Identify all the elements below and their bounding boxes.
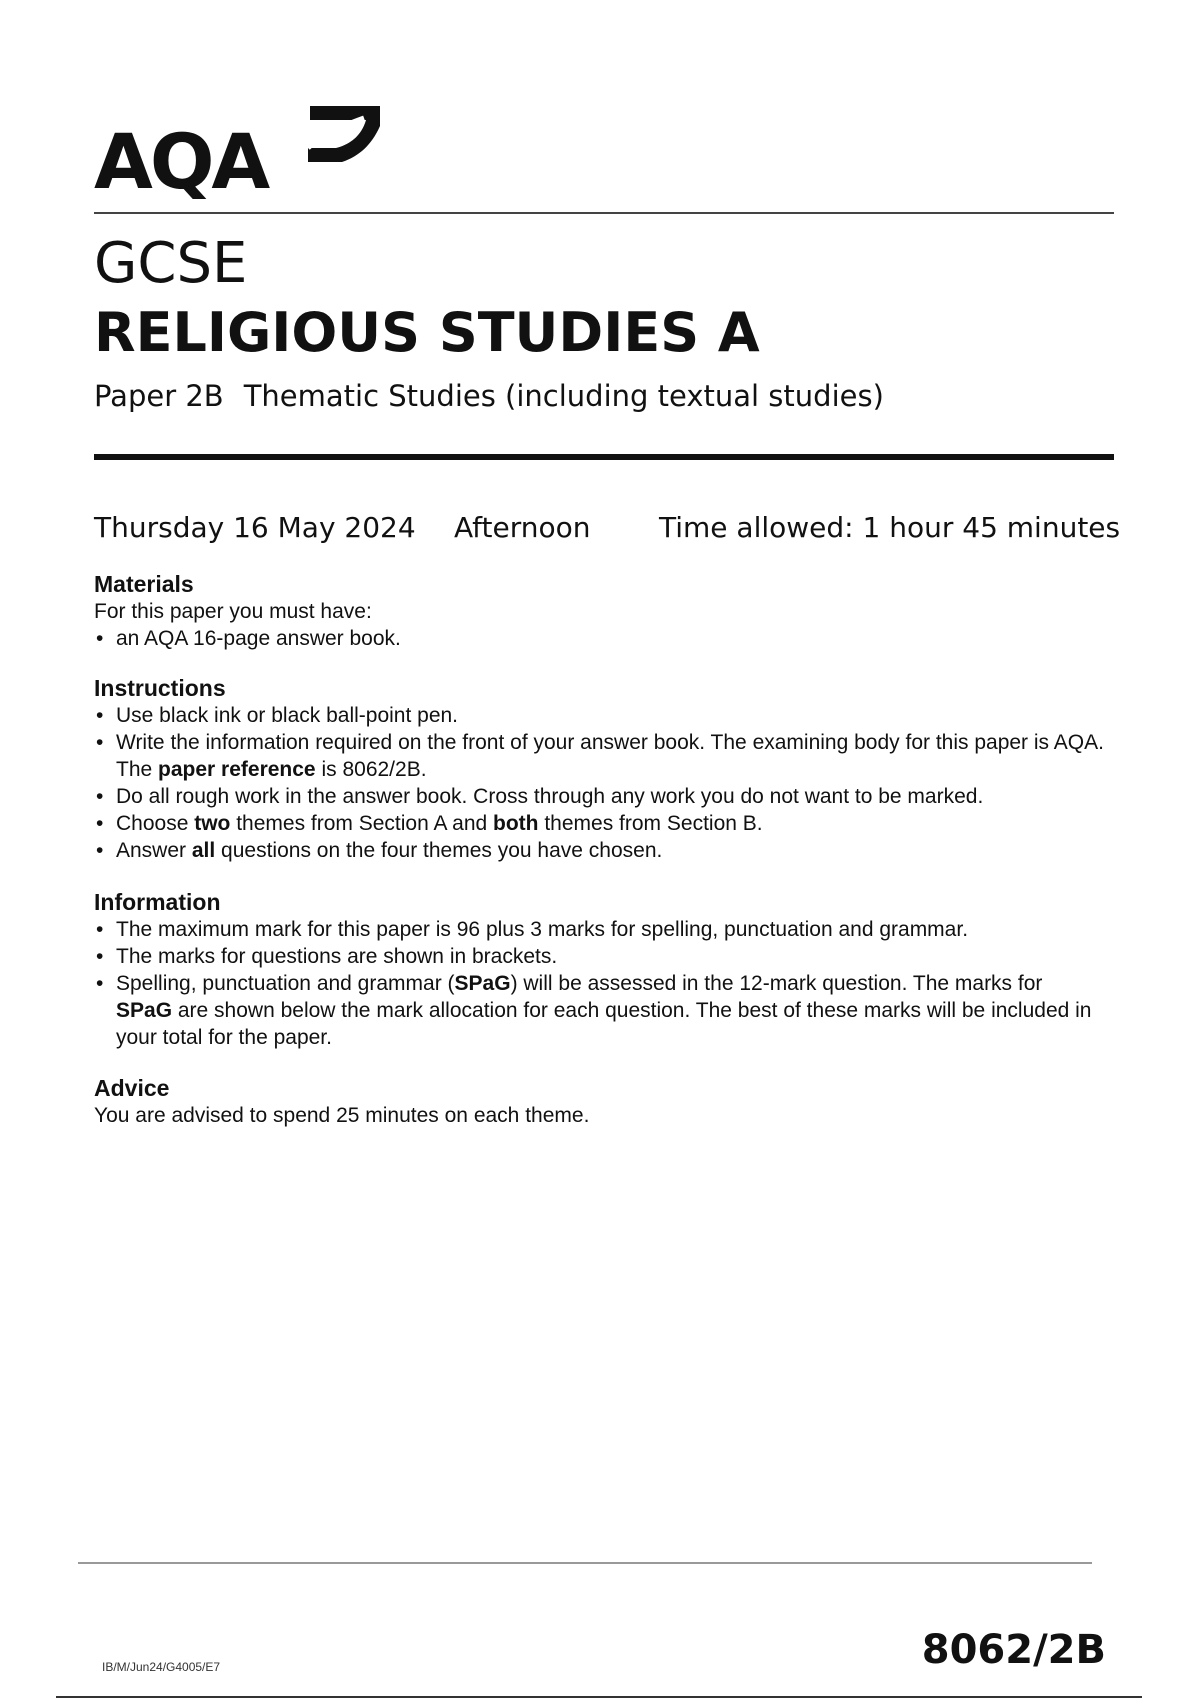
- advice-heading: Advice: [94, 1075, 170, 1101]
- information-heading: Information: [94, 889, 221, 915]
- qualification: GCSE: [94, 231, 248, 296]
- list-item: • The maximum mark for this paper is 96 plus 3 marks for spelling, punctuation and grammar.: [94, 916, 1104, 943]
- exam-date: Thursday 16 May 2024: [94, 511, 416, 544]
- list-item: • an AQA 16-page answer book.: [94, 625, 1104, 652]
- list-item: • Use black ink or black ball-point pen.: [94, 702, 1104, 729]
- materials-heading: Materials: [94, 571, 194, 597]
- instructions-heading: Instructions: [94, 675, 226, 701]
- information-section: [94, 888, 1104, 1051]
- title-divider: [94, 454, 1114, 460]
- materials-section: [94, 570, 1104, 652]
- footer-divider: [78, 1562, 1092, 1564]
- instructions-list: [94, 702, 1104, 864]
- paper-reference: 8062/2B: [921, 1627, 1106, 1673]
- logo-text: AQA: [94, 117, 268, 206]
- page-bottom-divider: [56, 1696, 1142, 1698]
- subject-title: RELIGIOUS STUDIES A: [94, 301, 760, 364]
- header-divider: [94, 212, 1114, 214]
- list-item: • The marks for questions are shown in brackets.: [94, 943, 1104, 970]
- list-item: • Spelling, punctuation and grammar (SPaG) will be assessed in the 12-mark question. The marks for SPaG are shown below the mark allocation for each question. The best of these marks will be included in your total for the paper.: [94, 970, 1104, 1051]
- paper-title-line: [94, 379, 884, 413]
- footer-code: IB/M/Jun24/G4005/E7: [102, 1660, 221, 1674]
- materials-intro: For this paper you must have:: [94, 600, 372, 623]
- list-item: • Do all rough work in the answer book. Cross through any work you do not want to be marked.: [94, 783, 1104, 810]
- advice-text: You are advised to spend 25 minutes on each theme.: [94, 1104, 590, 1127]
- paper-title: Thematic Studies (including textual studies): [243, 379, 884, 413]
- advice-section: [94, 1074, 1104, 1129]
- time-allowed: Time allowed: 1 hour 45 minutes: [659, 511, 1121, 544]
- materials-list: [94, 625, 1104, 652]
- list-item: • Choose two themes from Section A and both themes from Section B.: [94, 810, 1104, 837]
- paper-number: Paper 2B: [94, 379, 224, 413]
- aqa-leaf-icon: [302, 104, 382, 166]
- exam-session: Afternoon: [454, 511, 591, 544]
- list-item: • Answer all questions on the four themes you have chosen.: [94, 837, 1104, 864]
- list-item: • Write the information required on the front of your answer book. The examining body for this paper is AQA. The paper reference is 8062/2B.: [94, 729, 1104, 783]
- information-list: [94, 916, 1104, 1051]
- instructions-section: [94, 674, 1104, 864]
